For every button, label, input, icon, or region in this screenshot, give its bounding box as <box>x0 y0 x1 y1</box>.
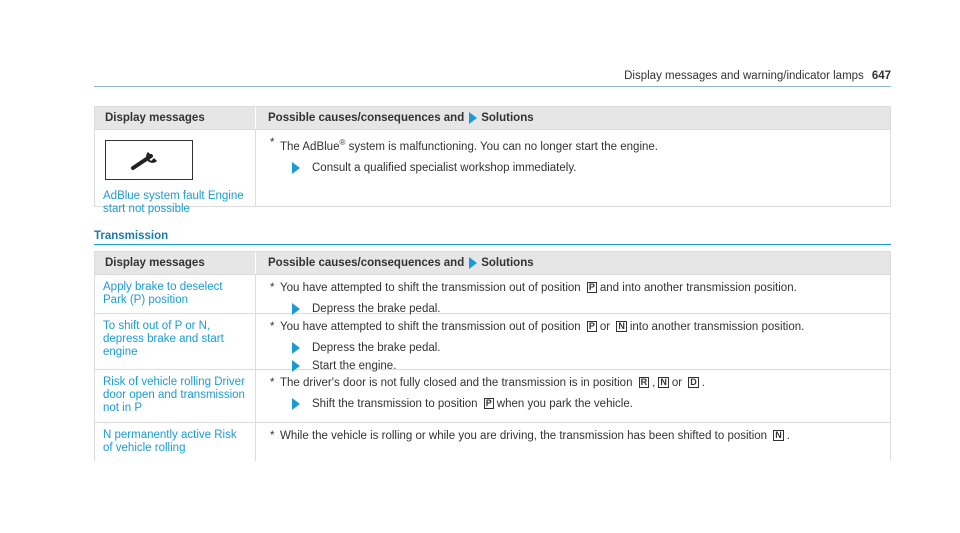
position-n-icon: N <box>618 321 625 331</box>
cause-cell <box>256 130 890 206</box>
position-p-icon: P <box>588 282 595 292</box>
cause-item: * You have attempted to shift the transmission out of position P and into another transmission position. <box>270 282 797 294</box>
table-header <box>95 252 890 274</box>
cause-text: You have attempted to shift the transmission out of position <box>280 321 584 333</box>
cause-text: . <box>786 430 790 442</box>
position-p-icon: P <box>485 398 492 408</box>
header-causes-label: Possible causes/consequences and <box>268 257 465 269</box>
header-causes-label: Possible causes/consequences and <box>268 112 465 124</box>
header-rule <box>94 86 891 87</box>
solution-text: when you park the vehicle. <box>496 398 633 410</box>
registered-mark: ® <box>339 138 346 147</box>
message-cell: N permanently active Risk of vehicle rolling <box>95 423 256 461</box>
position-p-icon: P <box>588 321 595 331</box>
header-display-messages: Display messages <box>95 107 256 129</box>
message-cell <box>95 130 256 215</box>
solution-text: Start the engine. <box>312 360 397 372</box>
header-display-messages: Display messages <box>95 252 256 274</box>
solution-arrow-icon <box>292 162 300 174</box>
running-head <box>624 70 891 82</box>
header-solutions-label: Solutions <box>481 112 534 124</box>
cause-cell <box>256 370 890 422</box>
cause-item: * The AdBlue® system is malfunctioning. You can no longer start the engine. <box>270 137 658 153</box>
position-r-icon: R <box>640 377 648 387</box>
running-head-title: Display messages and warning/indicator lamps <box>624 70 864 82</box>
cause-cell <box>256 314 890 372</box>
cause-item: * You have attempted to shift the transmission out of position P or N into another transmission position. <box>270 321 805 333</box>
cause-cell <box>256 423 890 461</box>
table-row <box>95 129 890 215</box>
cause-text: , <box>652 377 656 389</box>
cause-text: into another transmission position. <box>629 321 805 333</box>
solution-item <box>292 341 880 355</box>
table-header <box>95 107 890 129</box>
message-text: AdBlue system fault Engine start not possible <box>103 190 244 215</box>
cause-item: * The driver's door is not fully closed and the transmission is in position R , N or D . <box>270 377 705 389</box>
solution-text: Depress the brake pedal. <box>312 303 441 315</box>
cause-text: . <box>701 377 705 389</box>
solution-arrow-icon <box>292 342 300 354</box>
cause-text: While the vehicle is rolling or while you are driving, the transmission has been shifted to position <box>280 430 771 442</box>
header-causes <box>256 252 890 274</box>
table-row <box>95 422 890 461</box>
header-causes <box>256 107 890 129</box>
cause-text-pre: The AdBlue <box>280 140 340 153</box>
cause-item: * While the vehicle is rolling or while you are driving, the transmission has been shifted to position N . <box>270 430 790 442</box>
header-solutions-label: Solutions <box>481 257 534 269</box>
cause-text: or <box>671 377 686 389</box>
table-row <box>95 369 890 422</box>
cause-text-post: system is malfunctioning. You can no longer start the engine. <box>345 140 658 153</box>
adblue-table <box>94 106 891 215</box>
position-n-icon: N <box>775 430 782 440</box>
table-row <box>95 313 890 372</box>
message-cell: To shift out of P or N, depress brake and start engine <box>95 314 256 369</box>
solution-arrow-icon <box>292 398 300 410</box>
solution-item <box>292 397 880 411</box>
cause-text: The driver's door is not fully closed and the transmission is in position <box>280 377 636 389</box>
cause-text: You have attempted to shift the transmission out of position <box>280 282 584 294</box>
solution-item <box>292 161 880 175</box>
solution-text: Shift the transmission to position <box>312 398 481 410</box>
position-d-icon: D <box>690 377 697 387</box>
table-row <box>95 274 890 313</box>
solution-arrow-icon <box>469 112 477 124</box>
section-title: Transmission <box>94 230 169 242</box>
solution-text: Depress the brake pedal. <box>312 342 441 354</box>
cause-text: and into another transmission position. <box>599 282 797 294</box>
solution-arrow-icon <box>469 257 477 269</box>
cause-text: or <box>599 321 614 333</box>
message-cell: Risk of vehicle rolling Driver door open and transmission not in P <box>95 370 256 422</box>
solution-text: Consult a qualified specialist workshop immediately. <box>312 161 577 174</box>
position-n-icon: N <box>660 377 667 387</box>
section-rule <box>94 244 891 245</box>
wrench-icon <box>105 140 193 180</box>
cause-cell <box>256 275 890 313</box>
message-cell: Apply brake to deselect Park (P) position <box>95 275 256 313</box>
transmission-table <box>94 251 891 461</box>
page-number: 647 <box>871 70 891 82</box>
